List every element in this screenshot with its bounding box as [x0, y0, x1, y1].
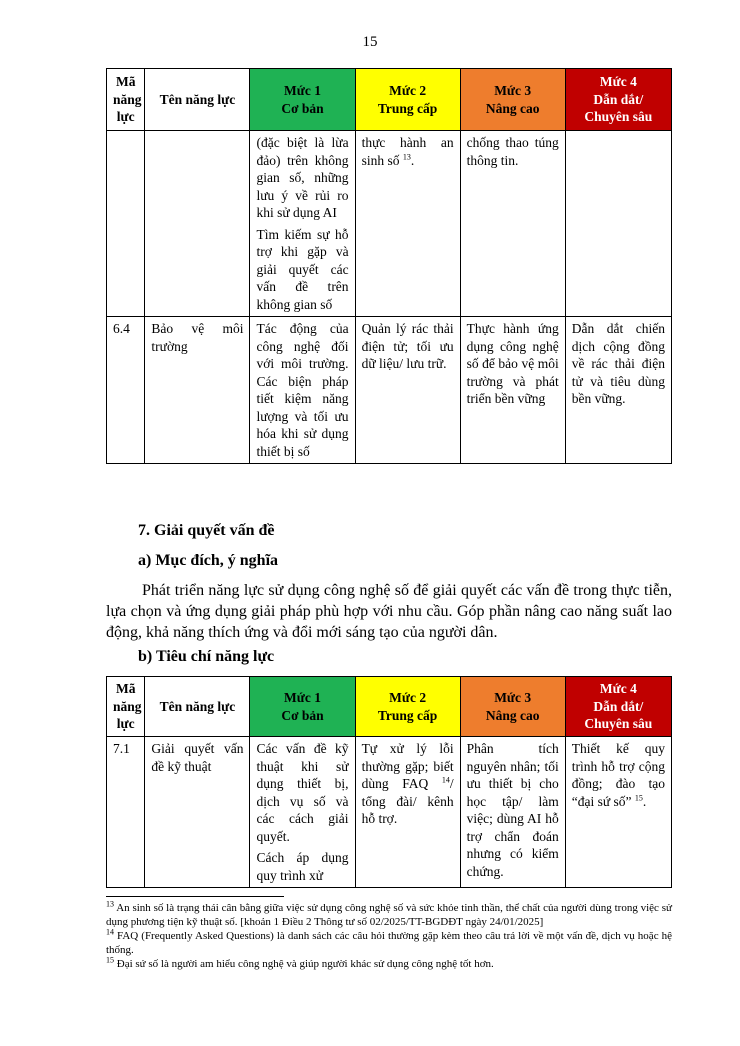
- header-level-1-sub: Cơ bản: [281, 100, 324, 116]
- table-row: [107, 737, 672, 888]
- footnote-13: [106, 901, 672, 929]
- cell-text: Thiết kế quy trình hỗ trợ cộng đồng; đào tạo “đại sứ số”: [571, 741, 665, 809]
- cell-level-4: [565, 737, 671, 888]
- header-level-4-sub1: Dẫn dắt/: [593, 698, 644, 714]
- header-level-1: [250, 69, 355, 131]
- cell-level-3: Phân tích nguyên nhân; tối ưu thiết bị cho học tập/ làm việc; dùng AI hỗ trợ chẩn đoán nhưng có kiểm chứng.: [460, 737, 565, 888]
- footnote-ref-13: 13: [402, 152, 411, 161]
- page-number: 15: [362, 34, 378, 50]
- header-level-4-sub2: Chuyên sâu: [584, 716, 653, 732]
- cell-level-4: [565, 131, 671, 317]
- competency-table-7: [106, 676, 672, 888]
- cell-text: Cách áp dụng quy trình xử: [256, 850, 349, 883]
- header-level-1-sub: Cơ bản: [281, 707, 324, 723]
- header-level-4-title: Mức 4: [599, 681, 637, 697]
- cell-text: thực hành an sinh số: [361, 135, 454, 168]
- header-level-2: [355, 69, 460, 131]
- cell-level-4: Dẫn dắt chiến dịch cộng đồng về rác thải điện tử và tiêu dùng bền vững.: [565, 317, 671, 464]
- footnotes: [106, 901, 672, 971]
- footnote-number: 14: [106, 927, 114, 937]
- header-level-3-sub: Nâng cao: [485, 707, 540, 723]
- header-ma: Mã năng lực: [107, 69, 145, 131]
- header-level-4-sub2: Chuyên sâu: [584, 109, 653, 125]
- footnote-text: FAQ (Frequently Asked Questions) là danh sách các câu hỏi thường gặp kèm theo câu trả lời về một vấn đề, dịch vụ hoặc hệ thống.: [106, 930, 672, 956]
- footnote-number: 13: [106, 899, 114, 909]
- header-ten-label: Tên năng lực: [159, 698, 236, 714]
- subsection-criteria: b) Tiêu chí năng lực: [138, 648, 275, 665]
- header-ten: [145, 69, 250, 131]
- footnote-number: 15: [106, 955, 114, 965]
- table-header-row: [107, 69, 672, 131]
- cell-text: .: [410, 152, 415, 168]
- cell-level-1: [250, 131, 355, 317]
- footnote-15: [106, 957, 672, 971]
- header-level-3-title: Mức 3: [494, 83, 532, 98]
- header-level-3: [460, 69, 565, 131]
- header-level-2-sub: Trung cấp: [377, 707, 438, 723]
- header-level-2: [355, 677, 460, 737]
- table-row: [107, 131, 672, 317]
- header-level-1-title: Mức 1: [284, 83, 321, 98]
- cell-level-2: Quản lý rác thải điện tử; tối ưu dữ liệu/ lưu trữ.: [355, 317, 460, 464]
- cell-level-1: Tác động của công nghệ đối với môi trường. Các biện pháp tiết kiệm năng lượng và tối ưu hóa khi sử dụng thiết bị số: [250, 317, 355, 464]
- cell-level-2: [355, 131, 460, 317]
- header-level-3: [460, 677, 565, 737]
- header-ten-label: Tên năng lực: [159, 91, 236, 107]
- subsection-purpose: a) Mục đích, ý nghĩa: [138, 552, 279, 569]
- cell-text: Các vấn đề kỹ thuật khi sử dụng thiết bị, dịch vụ số và các cách giải quyết.: [256, 741, 349, 844]
- footnote-ref-14: 14: [441, 775, 450, 785]
- cell-level-3: [460, 131, 565, 317]
- header-level-3-title: Mức 3: [494, 690, 532, 705]
- footnote-ref-15: 15: [634, 793, 643, 802]
- cell-ten: [145, 131, 250, 317]
- purpose-paragraph: Phát triển năng lực sử dụng công nghệ số để giải quyết các vấn đề trong thực tiễn, lựa chọn và ứng dụng giải pháp phù hợp với nhu cầu. Góp phần nâng cao năng suất lao động, khả năng thích ứng và đổi mới sáng tạo của người dân.: [106, 582, 672, 641]
- cell-text: (đặc biệt là lừa đảo) trên không gian số, những lưu ý về rủi ro khi sử dụng AI: [256, 135, 349, 220]
- footnote-text: An sinh số là trạng thái cân bằng giữa việc sử dụng công nghệ số và sức khỏe tinh thần, thể chất của người dùng trong việc sử dụng phương tiện kỹ thuật số. [khoản 1 Điều 2 Thông tư số 02/2025/TT-BGDĐT ngày 24/01/2025]: [106, 902, 672, 928]
- cell-level-3: Thực hành ứng dụng công nghệ số để bảo vệ môi trường và phát triển bền vững: [460, 317, 565, 464]
- header-ten: [145, 677, 250, 737]
- cell-level-1: [250, 737, 355, 888]
- cell-text: .: [642, 793, 647, 809]
- cell-text: Tìm kiếm sự hỗ trợ khi gặp và giải quyết các vấn đề trên không gian số: [256, 226, 349, 312]
- cell-ten: Giải quyết vấn đề kỹ thuật: [145, 737, 250, 888]
- footnote-divider: [106, 896, 284, 897]
- header-level-4-title: Mức 4: [599, 74, 637, 90]
- cell-ten: Bảo vệ môi trường: [145, 317, 250, 464]
- header-level-2-title: Mức 2: [389, 690, 427, 705]
- header-level-2-title: Mức 2: [389, 83, 427, 98]
- cell-ma: [107, 131, 145, 317]
- header-level-1-title: Mức 1: [284, 690, 321, 705]
- header-level-3-sub: Nâng cao: [485, 100, 540, 116]
- cell-text: / tổng đài/ kênh hỗ trợ.: [361, 776, 454, 826]
- header-level-4: [565, 677, 671, 737]
- header-ma: Mã năng lực: [107, 677, 145, 737]
- section-title: 7. Giải quyết vấn đề: [138, 522, 275, 539]
- header-level-4-sub1: Dẫn dắt/: [593, 91, 644, 107]
- header-level-4: [565, 69, 671, 131]
- cell-ma: 7.1: [107, 737, 145, 888]
- header-level-1: [250, 677, 355, 737]
- cell-text: chống thao túng thông tin.: [466, 135, 559, 168]
- competency-table-6: [106, 68, 672, 464]
- table-row: [107, 317, 672, 464]
- header-level-2-sub: Trung cấp: [377, 100, 438, 116]
- cell-level-2: [355, 737, 460, 888]
- cell-ma: 6.4: [107, 317, 145, 464]
- cell-text: Tự xử lý lỗi thường gặp; biết dùng FAQ: [361, 741, 454, 791]
- footnote-14: [106, 929, 672, 957]
- table-header-row: [107, 677, 672, 737]
- footnote-text: Đại sứ số là người am hiểu công nghệ và giúp người khác sử dụng công nghệ tốt hơn.: [116, 958, 494, 970]
